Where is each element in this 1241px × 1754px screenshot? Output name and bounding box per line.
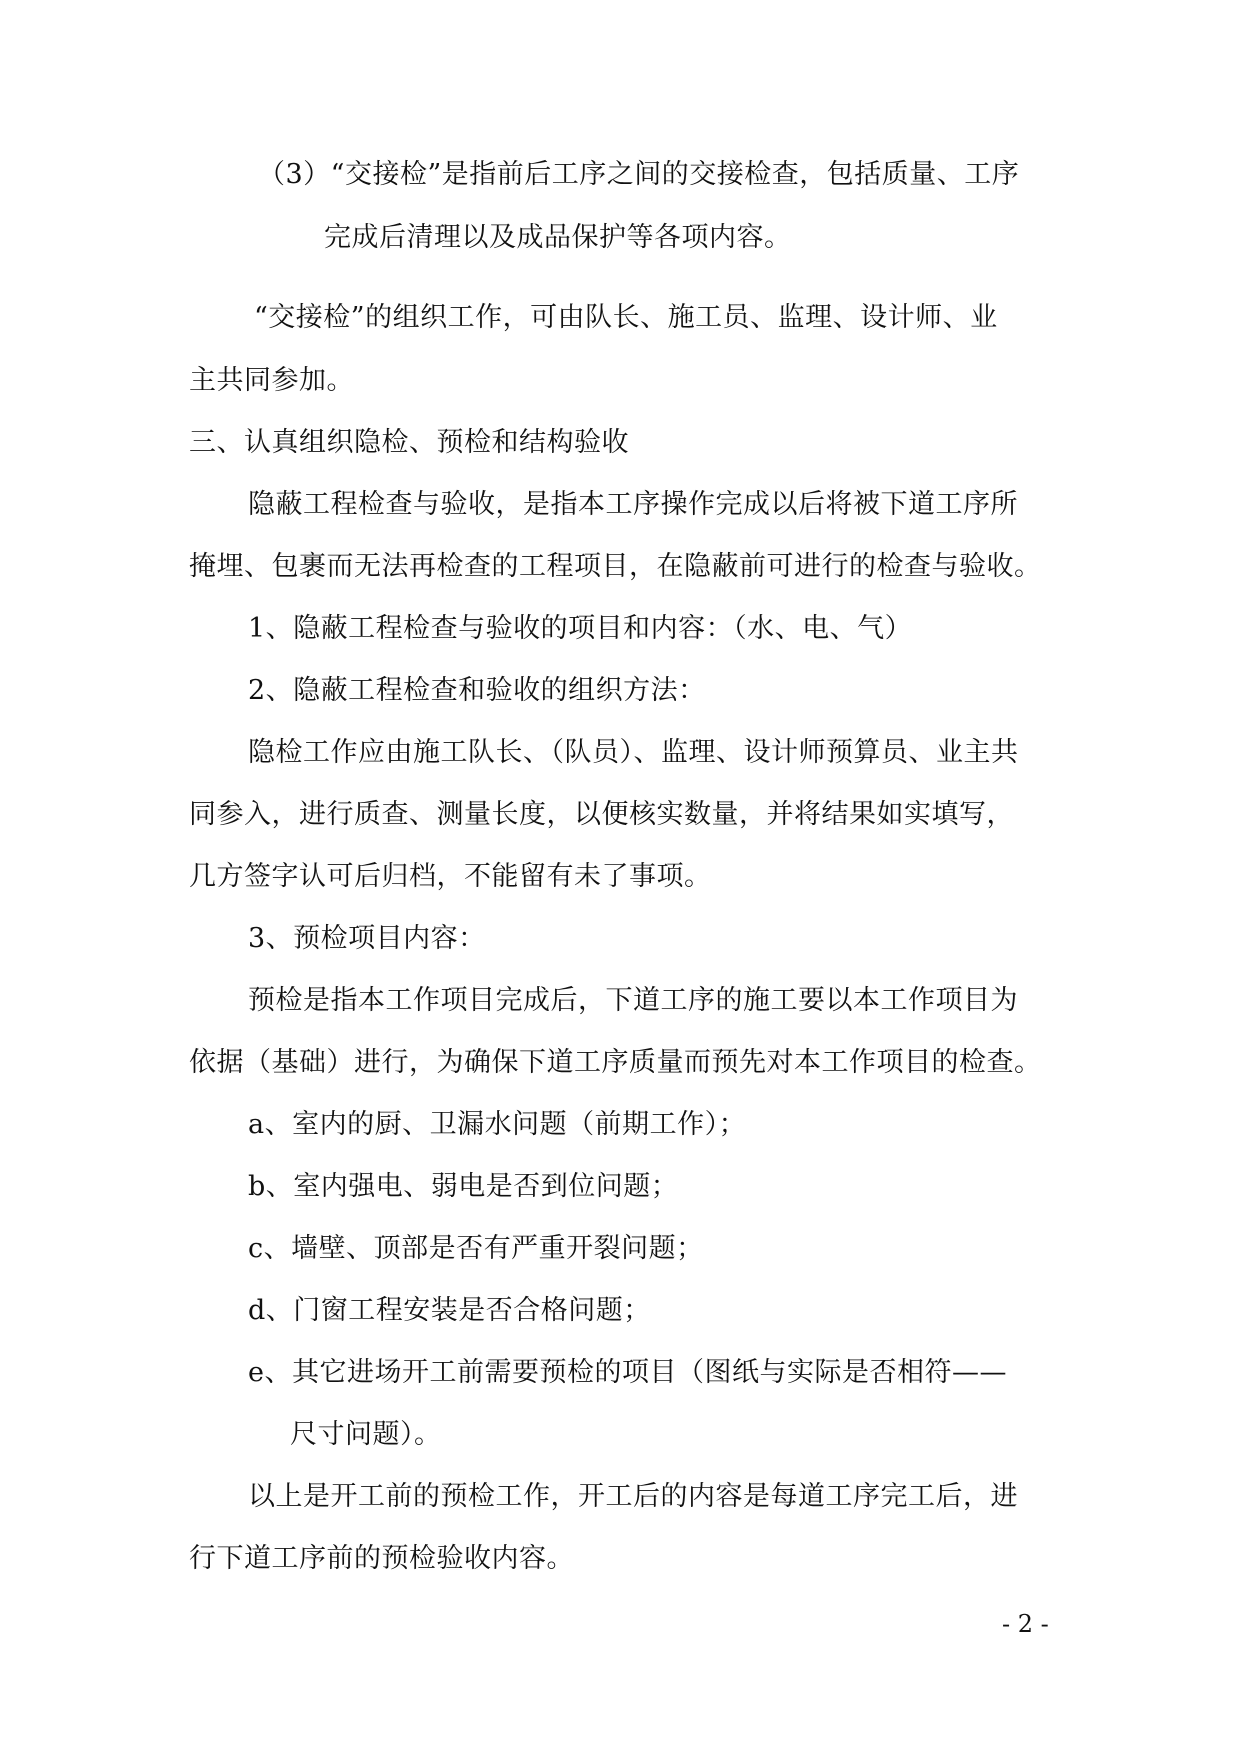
list-item-a: a、室内的厨、卫漏水问题（前期工作）； [248, 1109, 747, 1140]
text-line-method-3: 几方签字认可后归档，不能留有未了事项。 [189, 861, 712, 892]
text-line-item3-2: 完成后清理以及成品保护等各项内容。 [324, 222, 792, 253]
list-item-e-2: 尺寸问题）。 [290, 1419, 442, 1450]
list-item-c: c、墙壁、顶部是否有严重开裂问题； [248, 1233, 704, 1264]
list-item-e-1: e、其它进场开工前需要预检的项目（图纸与实际是否相符—— [248, 1357, 1007, 1388]
text-line-precheck-2: 依据（基础）进行，为确保下道工序质量而预先对本工作项目的检查。 [189, 1047, 1042, 1078]
page-number: - 2 - [1002, 1610, 1049, 1638]
list-item-d: d、门窗工程安装是否合格问题； [248, 1295, 651, 1326]
text-line-summary-1: 以上是开工前的预检工作，开工后的内容是每道工序完工后，进 [248, 1481, 1018, 1512]
list-item-3: 3、预检项目内容： [248, 923, 486, 954]
text-line-item3-1: （3）“交接检”是指前后工序之间的交接检查，包括质量、工序 [258, 159, 1020, 190]
text-line-org-1: “交接检”的组织工作，可由队长、施工员、监理、设计师、业 [254, 302, 998, 333]
text-line-method-2: 同参入，进行质查、测量长度，以便核实数量，并将结果如实填写， [189, 799, 1014, 830]
list-item-1: 1、隐蔽工程检查与验收的项目和内容：（水、电、气） [248, 613, 913, 644]
list-item-b: b、室内强电、弱电是否到位问题； [248, 1171, 679, 1202]
text-line-method-1: 隐检工作应由施工队长、（队员）、监理、设计师预算员、业主共 [248, 737, 1019, 768]
list-item-2: 2、隐蔽工程检查和验收的组织方法： [248, 675, 706, 706]
text-line-hidden-1: 隐蔽工程检查与验收，是指本工序操作完成以后将被下道工序所 [248, 489, 1018, 520]
section-heading: 三、认真组织隐检、预检和结构验收 [189, 427, 629, 458]
text-line-summary-2: 行下道工序前的预检验收内容。 [189, 1543, 574, 1574]
text-line-precheck-1: 预检是指本工作项目完成后，下道工序的施工要以本工作项目为 [248, 985, 1018, 1016]
text-line-hidden-2: 掩埋、包裹而无法再检查的工程项目，在隐蔽前可进行的检查与验收。 [189, 551, 1042, 582]
text-line-org-2: 主共同参加。 [189, 365, 354, 396]
